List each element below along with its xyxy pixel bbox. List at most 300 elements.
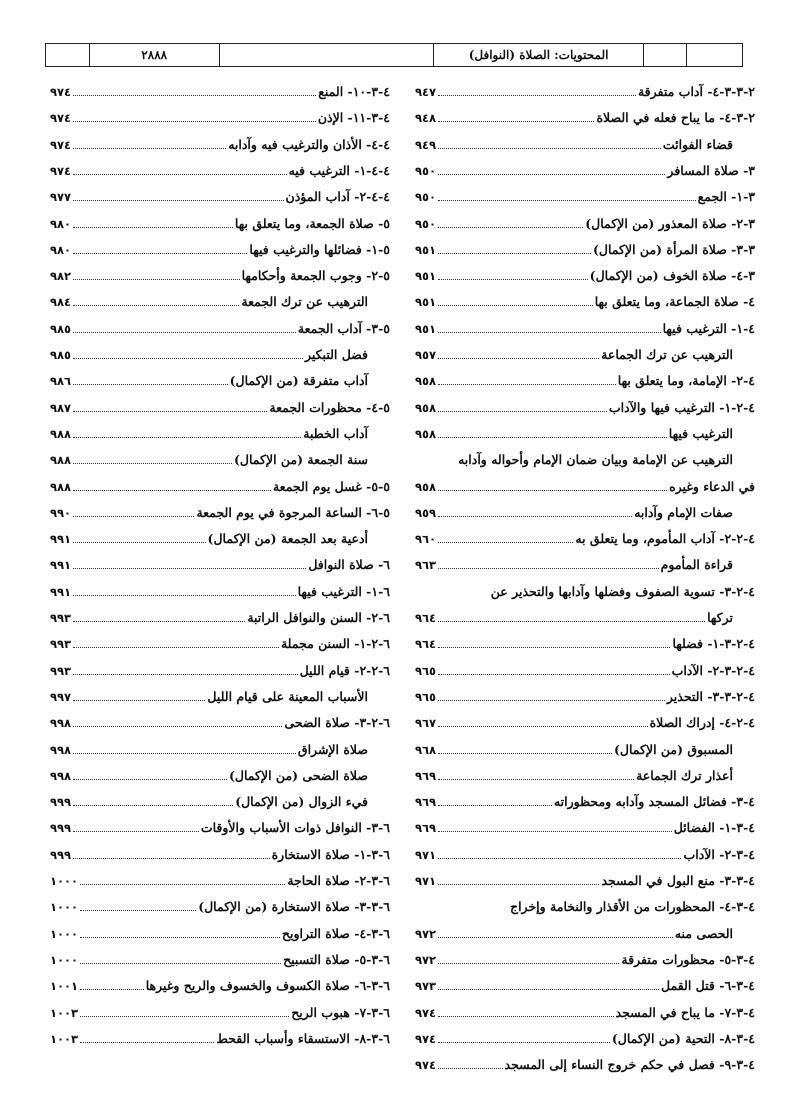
toc-entry-title: ٦-٣-١- صلاة الاستخارة	[271, 846, 390, 862]
toc-entry-title: ٤-٢-٤- إدراك الصلاة	[649, 715, 755, 731]
dot-leader	[80, 1042, 214, 1043]
dot-leader	[438, 1068, 502, 1069]
toc-entry-page: ١٠٠٣	[50, 1031, 79, 1046]
toc-entry-title: ٣-٢- صلاة المعذور (من الإكمال)	[585, 215, 755, 231]
toc-entry	[415, 547, 755, 573]
toc-entry	[415, 653, 755, 679]
dot-leader	[438, 279, 588, 280]
dot-leader	[73, 753, 296, 754]
toc-entry	[415, 232, 755, 258]
page-header	[45, 43, 743, 67]
toc-entry-title: ٤-٣-١- الفضائل	[673, 820, 755, 836]
toc-entry-page: ٩٦٤	[415, 611, 437, 625]
dot-leader	[438, 437, 667, 438]
dot-leader	[438, 384, 616, 385]
toc-entry	[415, 179, 755, 205]
toc-entry-page: ٩٦٥	[415, 689, 437, 704]
toc-entry	[415, 206, 755, 232]
toc-entry-page: ٩٥٨	[415, 400, 437, 415]
dot-leader	[438, 148, 661, 149]
toc-entry-title: ٢-٣-٤- ما يباح فعله في الصلاة	[596, 110, 755, 126]
toc-entry-title: ٦-٣-٣- صلاة الاستخارة (من الإكمال)	[198, 899, 390, 915]
toc-entry-page: ٩٩١	[50, 532, 72, 547]
toc-entry	[50, 863, 390, 889]
toc-entry-title: ٤-٢-٣- تسوية الصفوف وفضلها وآدابها والتحذير عن	[490, 583, 755, 599]
toc-entry-page: ٩٨٠	[50, 242, 72, 257]
toc-entry	[415, 810, 755, 836]
toc-entry	[50, 469, 390, 495]
toc-entry-title: فضل التبكير	[304, 347, 368, 362]
toc-entry-title: ٦-٣-٢- صلاة الحاجة	[287, 873, 390, 888]
toc-entry-title: ٥-١- فضائلها والترغيب فيها	[249, 241, 390, 257]
toc-entry	[415, 390, 755, 416]
toc-entry-title: ٣-٤- صلاة الخوف (من الإكمال)	[589, 268, 755, 284]
toc-entry	[50, 995, 390, 1021]
toc-entry-title: الترهيب عن ترك الجماعة	[601, 347, 733, 362]
dot-leader	[438, 1042, 610, 1043]
toc-entry-page: ٩٧١	[415, 847, 437, 862]
toc-entry-title: ٤-٤-١- الترغيب فيه	[288, 162, 390, 178]
toc-entry-page: ٩٨٤	[50, 295, 72, 310]
toc-entry-title: ٤-٢-٣-٢- الآداب	[671, 662, 755, 678]
toc-entry-title: أدعية بعد الجمعة (من الإكمال)	[207, 531, 368, 547]
toc-entry-page: ٩٧١	[415, 874, 437, 888]
toc-entry	[50, 521, 390, 547]
toc-entry-title: ٦-٢-١- السنن مجملة	[280, 636, 390, 652]
dot-leader	[438, 647, 670, 648]
toc-entry-title: ٤-٣-٨- التحية (من الإكمال)	[611, 1030, 755, 1046]
dot-leader	[438, 805, 552, 806]
toc-entry-title: ٤-٣-٦- قتل القمل	[661, 978, 755, 994]
dot-leader	[80, 963, 281, 964]
toc-entry	[415, 1047, 755, 1073]
toc-entry-page: ٩٨٨	[50, 453, 72, 468]
toc-entry-page: ٩٥٩	[415, 505, 437, 520]
dot-leader	[438, 989, 659, 990]
toc-entry	[50, 916, 390, 942]
toc-entry	[50, 416, 390, 442]
dot-leader	[73, 779, 227, 780]
toc-entry-title: ٤-٣-٩- فصل في حكم خروج النساء إلى المسجد	[504, 1057, 755, 1073]
toc-entry-page: ٩٧٤	[50, 85, 72, 99]
toc-entry	[50, 127, 390, 153]
toc-entry-page: ٩٨٢	[50, 269, 72, 284]
dot-leader	[438, 95, 636, 96]
toc-entry-title: الترهيب عن ترك الجمعة	[241, 294, 368, 310]
toc-entry-page: ٩٦٣	[415, 558, 437, 573]
toc-entry	[415, 127, 755, 153]
dot-leader	[80, 937, 280, 938]
toc-entry	[50, 942, 390, 968]
toc-entry	[415, 521, 755, 547]
toc-entry	[50, 810, 390, 836]
dot-leader	[73, 463, 232, 464]
toc-entry-title: ٥-٦- الساعة المرجوة في يوم الجمعة	[196, 504, 390, 520]
toc-entry-page: ٩٤٧	[415, 85, 437, 99]
toc-entry	[50, 100, 390, 126]
toc-entry-title: ٤-٤- الأذان والترغيب فيه وآدابه	[228, 136, 390, 152]
toc-entry-page: ٩٦٨	[415, 742, 437, 757]
dot-leader	[438, 121, 594, 122]
toc-entry-page: ٩٧٤	[415, 1005, 437, 1020]
toc-entry-page: ٩٧٤	[50, 137, 72, 152]
toc-entry-title: قراءة المأموم	[660, 557, 733, 573]
dot-leader	[73, 437, 301, 438]
toc-entry-page: ٩٧٤	[50, 111, 72, 126]
toc-entry	[50, 732, 390, 758]
dot-leader	[73, 542, 205, 543]
toc-entry	[415, 600, 755, 626]
toc-entry	[415, 416, 755, 442]
toc-entry-title: المسبوق (من الإكمال)	[613, 741, 733, 757]
toc-entry-page: ٩٧٤	[415, 1031, 437, 1046]
toc-entry-page: ١٠٠٠	[50, 900, 79, 915]
dot-leader	[73, 595, 296, 596]
dot-leader	[73, 858, 270, 859]
toc-entry	[50, 311, 390, 337]
toc-entry-title: قضاء الفوائت	[662, 136, 733, 152]
dot-leader	[80, 1016, 289, 1017]
dot-leader	[438, 305, 593, 306]
dot-leader	[73, 121, 316, 122]
toc-left-column	[50, 74, 390, 1094]
toc-entry	[50, 889, 390, 915]
toc-entry-title: أعذار ترك الجماعة	[636, 767, 733, 783]
toc-entry	[50, 390, 390, 416]
dot-leader	[438, 516, 632, 517]
toc-entry-page: ٩٩١	[50, 584, 72, 599]
dot-leader	[438, 858, 681, 859]
toc-entry-page: ٩٧٣	[415, 979, 437, 994]
dot-leader	[438, 674, 670, 675]
dot-leader	[73, 148, 226, 149]
toc-entry-page: ٩٦٩	[415, 821, 437, 836]
toc-entry-title: ٦-٣-٦- صلاة الكسوف والخسوف والريح وغيرها	[145, 978, 390, 994]
dot-leader	[73, 647, 279, 648]
toc-entry-page: ٩٥٠	[415, 163, 437, 178]
toc-entry-title: ٤-٣-٧- ما يباح في المسجد	[615, 1004, 755, 1020]
header-title: المحتويات: الصلاة (النوافل)	[434, 44, 644, 66]
dot-leader	[73, 384, 228, 385]
toc-entry-page: ٩٩٠	[50, 505, 72, 520]
toc-entry-title: ٦-٣-٧- هبوب الريح	[291, 1004, 390, 1020]
toc-entry-page: ٩٥١	[415, 295, 437, 310]
toc-entry	[50, 837, 390, 863]
header-page-number: ٢٨٨٨	[90, 44, 220, 66]
toc-entry-title: ٦- صلاة النوافل	[308, 557, 390, 573]
toc-entry-page: ٩٤٨	[415, 111, 437, 126]
toc-entry-title: ٦-٣- النوافل ذوات الأسباب والأوقات	[200, 820, 390, 836]
toc-entry-page: ١٠٠٠	[50, 874, 79, 888]
dot-leader	[438, 542, 573, 543]
toc-entry	[50, 1021, 390, 1047]
dot-leader	[438, 200, 696, 201]
dot-leader	[438, 411, 607, 412]
toc-entry	[50, 258, 390, 284]
toc-entry-page: ٩٨٥	[50, 321, 72, 336]
toc-entry-title: ٤-٤-٢- آداب المؤذن	[285, 189, 390, 205]
toc-entry	[50, 968, 390, 994]
dot-leader	[438, 753, 612, 754]
dot-leader	[73, 621, 245, 622]
toc-entry-title: ٦-٣-٥- صلاة التسبيح	[283, 951, 390, 967]
dot-leader	[438, 568, 659, 569]
dot-leader	[438, 1016, 613, 1017]
dot-leader	[73, 490, 271, 491]
toc-entry-page: ٩٦٤	[415, 637, 437, 652]
toc-entry-page: ٩٥٨	[415, 374, 437, 389]
toc-entry	[415, 1021, 755, 1047]
toc-entry-page: ٩٨٧	[50, 400, 72, 415]
toc-entry-title: ٦-٢-٣- صلاة الضحى	[284, 715, 390, 731]
toc-columns	[50, 74, 755, 1094]
toc-entry-title: ٤-٣-٢- الآداب	[683, 846, 755, 862]
dot-leader	[73, 200, 283, 201]
toc-entry	[415, 337, 755, 363]
toc-entry-title: ٥-٢- وجوب الجمعة وأحكامها	[241, 268, 390, 284]
toc-entry	[50, 179, 390, 205]
toc-entry	[50, 363, 390, 389]
toc-entry-title: ٥-٥- غسل يوم الجمعة	[272, 478, 390, 494]
dot-leader	[73, 174, 287, 175]
dot-leader	[73, 568, 306, 569]
toc-entry-page: ٩٩٣	[50, 637, 72, 652]
toc-entry-title: الحصى منه	[674, 925, 733, 941]
toc-entry	[415, 363, 755, 389]
toc-entry	[415, 995, 755, 1021]
dot-leader	[73, 726, 282, 727]
dot-leader	[438, 621, 705, 622]
toc-entry	[415, 311, 755, 337]
toc-entry-title: ٤-٣-٣- منع البول في المسجد	[601, 873, 755, 888]
toc-entry-title: الترهيب عن الإمامة وبيان ضمان الإمام وأحواله وآدابه	[458, 452, 733, 468]
toc-entry	[50, 337, 390, 363]
toc-entry	[415, 758, 755, 784]
toc-entry-title: ٥-٤- محظورات الجمعة	[269, 399, 390, 415]
toc-entry-title: ٥-٣- آداب الجمعة	[297, 320, 390, 336]
toc-entry	[415, 626, 755, 652]
dot-leader	[73, 700, 205, 701]
toc-entry-page: ٩٦٠	[415, 532, 437, 547]
toc-entry	[415, 74, 755, 100]
dot-leader	[73, 411, 267, 412]
toc-entry	[50, 74, 390, 100]
toc-entry	[415, 442, 755, 468]
toc-entry-page: ٩٥١	[415, 321, 437, 336]
toc-entry-title: سنة الجمعة (من الإكمال)	[233, 452, 368, 468]
toc-entry-page: ٩٥٨	[415, 426, 437, 441]
toc-entry	[415, 942, 755, 968]
dot-leader	[73, 332, 296, 333]
dot-leader	[438, 700, 665, 701]
toc-entry-title: ٣-٣- صلاة المرأة (من الإكمال)	[593, 241, 755, 257]
toc-entry-page: ٩٧٤	[50, 163, 72, 178]
toc-entry-page: ٩٩٩	[50, 847, 72, 862]
toc-entry-page: ٩٩١	[50, 558, 72, 573]
toc-entry	[50, 705, 390, 731]
toc-entry	[415, 889, 755, 915]
toc-entry-title: ٤-٣-١١- الإذن	[317, 110, 390, 126]
toc-entry-title: ٣- صلاة المسافر	[667, 162, 755, 178]
toc-entry	[415, 968, 755, 994]
toc-entry-title: الترغيب فيها	[668, 425, 733, 441]
toc-entry-page: ٩٨٠	[50, 216, 72, 231]
header-empty-cell	[687, 44, 742, 66]
dot-leader	[73, 253, 247, 254]
toc-entry-title: ٤-٣-٤- المحظورات من الأقذار والنخامة وإخراج	[510, 899, 755, 915]
toc-entry	[50, 653, 390, 679]
toc-entry-title: ٥- صلاة الجمعة، وما يتعلق بها	[234, 215, 390, 231]
toc-entry-page: ٩٩٧	[50, 689, 72, 704]
toc-entry-page: ٩٨٥	[50, 348, 72, 362]
toc-entry-page: ٩٧٤	[415, 1058, 437, 1073]
toc-entry	[415, 784, 755, 810]
toc-entry-page: ٩٨٦	[50, 374, 72, 389]
toc-entry	[415, 732, 755, 758]
toc-entry	[50, 206, 390, 232]
dot-leader	[73, 95, 316, 96]
toc-entry-title: تركها	[707, 610, 733, 625]
toc-entry-page: ١٠٠٣	[50, 1005, 79, 1020]
toc-entry-page: ٩٦٩	[415, 768, 437, 783]
dot-leader	[438, 253, 591, 254]
toc-entry	[415, 574, 755, 600]
toc-entry-title: ٦-٢-٢- قيام الليل	[299, 662, 390, 678]
toc-entry	[50, 547, 390, 573]
toc-entry	[415, 100, 755, 126]
toc-entry	[50, 153, 390, 179]
toc-entry-page: ٩٧٧	[50, 190, 72, 205]
toc-entry	[415, 837, 755, 863]
toc-entry-title: صفات الإمام وآدابه	[634, 504, 733, 520]
toc-entry-page: ٩٧٢	[415, 926, 437, 941]
toc-entry	[415, 863, 755, 889]
toc-entry-page: ٩٤٩	[415, 137, 437, 152]
toc-entry-page: ٩٩٨	[50, 716, 72, 731]
toc-entry-page: ٩٩٩	[50, 821, 72, 836]
dot-leader	[438, 332, 661, 333]
toc-right-column	[415, 74, 755, 1094]
toc-entry-title: ٢-٣-٣-٤- آداب متفرقة	[637, 84, 755, 99]
toc-entry-title: ٤-٢-٣-٣- التحذير	[666, 688, 755, 704]
toc-entry-title: ٤-٢-٣-١- فضلها	[672, 636, 755, 652]
header-empty-cell	[46, 44, 90, 66]
dot-leader	[73, 831, 199, 832]
toc-entry	[415, 469, 755, 495]
toc-entry-page: ٩٨٨	[50, 426, 72, 441]
toc-entry-page: ٩٥٨	[415, 479, 437, 494]
dot-leader	[438, 227, 583, 228]
toc-entry-page: ٩٩٨	[50, 742, 72, 757]
toc-entry	[50, 758, 390, 784]
toc-entry-page: ٩٩٣	[50, 663, 72, 678]
header-spacer-cell	[220, 44, 434, 66]
dot-leader	[80, 910, 196, 911]
toc-entry	[415, 153, 755, 179]
toc-entry	[50, 626, 390, 652]
toc-entry-title: ٤-١- الترغيب فيها	[662, 320, 755, 336]
dot-leader	[80, 884, 285, 885]
header-spacer-cell	[644, 44, 687, 66]
toc-entry-title: ٤-٢-٢- آداب المأموم، وما يتعلق به	[575, 531, 755, 547]
toc-entry-page: ١٠٠١	[50, 979, 79, 994]
toc-entry-page: ٩٩٣	[50, 611, 72, 625]
toc-entry-title: صلاة الإشراق	[297, 741, 368, 757]
toc-entry-page: ٩٥٠	[415, 216, 437, 231]
dot-leader	[73, 674, 298, 675]
dot-leader	[73, 805, 233, 806]
toc-entry-title: ٤-٢-١- الترغيب فيها والآداب	[608, 399, 755, 415]
toc-entry-title: ٤-٣-٥- محظورات متفرقة	[621, 951, 755, 967]
toc-entry-title: ٤- صلاة الجماعة، وما يتعلق بها	[594, 294, 755, 310]
toc-entry-page: ٩٥١	[415, 242, 437, 257]
toc-entry-page: ٩٦٥	[415, 663, 437, 678]
toc-entry-title: في الدعاء وغيره	[669, 478, 755, 494]
toc-entry-page: ١٠٠٠	[50, 926, 79, 941]
toc-entry	[415, 705, 755, 731]
dot-leader	[73, 516, 194, 517]
toc-entry	[50, 442, 390, 468]
toc-entry	[50, 232, 390, 258]
toc-entry	[50, 495, 390, 521]
toc-entry-title: ٤-٣- فضائل المسجد وآدابه ومحظوراته	[553, 794, 755, 810]
toc-entry-page: ٩٧٢	[415, 952, 437, 967]
toc-entry-title: ٤-٢- الإمامة، وما يتعلق بها	[617, 373, 755, 389]
toc-entry-page: ٩٨٨	[50, 479, 72, 494]
toc-entry	[415, 284, 755, 310]
dot-leader	[73, 305, 239, 306]
dot-leader	[438, 884, 599, 885]
toc-entry	[50, 784, 390, 810]
dot-leader	[438, 963, 619, 964]
toc-entry-title: ٦-٣-٤- صلاة التراويح	[281, 925, 390, 941]
toc-entry-page: ٩٩٨	[50, 768, 72, 783]
toc-entry-page: ٩٥٧	[415, 348, 437, 362]
toc-entry	[50, 284, 390, 310]
toc-entry	[415, 679, 755, 705]
dot-leader	[438, 726, 648, 727]
toc-entry-title: الأسباب المعينة على قيام الليل	[207, 688, 368, 704]
toc-entry	[415, 495, 755, 521]
toc-entry-title: فيء الزوال (من الإكمال)	[235, 794, 368, 810]
dot-leader	[438, 490, 667, 491]
toc-entry	[50, 574, 390, 600]
toc-entry-page: ٩٩٩	[50, 795, 72, 810]
toc-entry-page: ٩٦٩	[415, 795, 437, 810]
toc-entry-page: ٩٦٧	[415, 716, 437, 731]
dot-leader	[73, 358, 303, 359]
toc-entry	[415, 258, 755, 284]
toc-entry-title: آداب متفرقة (من الإكمال)	[229, 373, 368, 389]
toc-entry	[415, 916, 755, 942]
toc-entry	[50, 600, 390, 626]
toc-entry-title: آداب الخطبة	[303, 425, 368, 441]
dot-leader	[438, 831, 672, 832]
toc-entry-title: ٦-١- الترغيب فيها	[297, 583, 390, 599]
toc-entry-title: صلاة الضحى (من الإكمال)	[229, 767, 368, 783]
dot-leader	[80, 989, 144, 990]
toc-entry-page: ٩٥٠	[415, 190, 437, 205]
dot-leader	[438, 358, 599, 359]
toc-entry-page: ٩٥١	[415, 269, 437, 284]
toc-entry-title: ٦-٣-٨- الاستسقاء وأسباب القحط	[216, 1030, 390, 1046]
dot-leader	[73, 227, 233, 228]
dot-leader	[73, 279, 240, 280]
dot-leader	[438, 174, 665, 175]
toc-entry-title: ٤-٣-١٠- المنع	[318, 84, 390, 99]
toc-entry-title: ٦-٢- السنن والنوافل الراتبة	[247, 610, 390, 625]
toc-entry-page: ١٠٠٠	[50, 952, 79, 967]
